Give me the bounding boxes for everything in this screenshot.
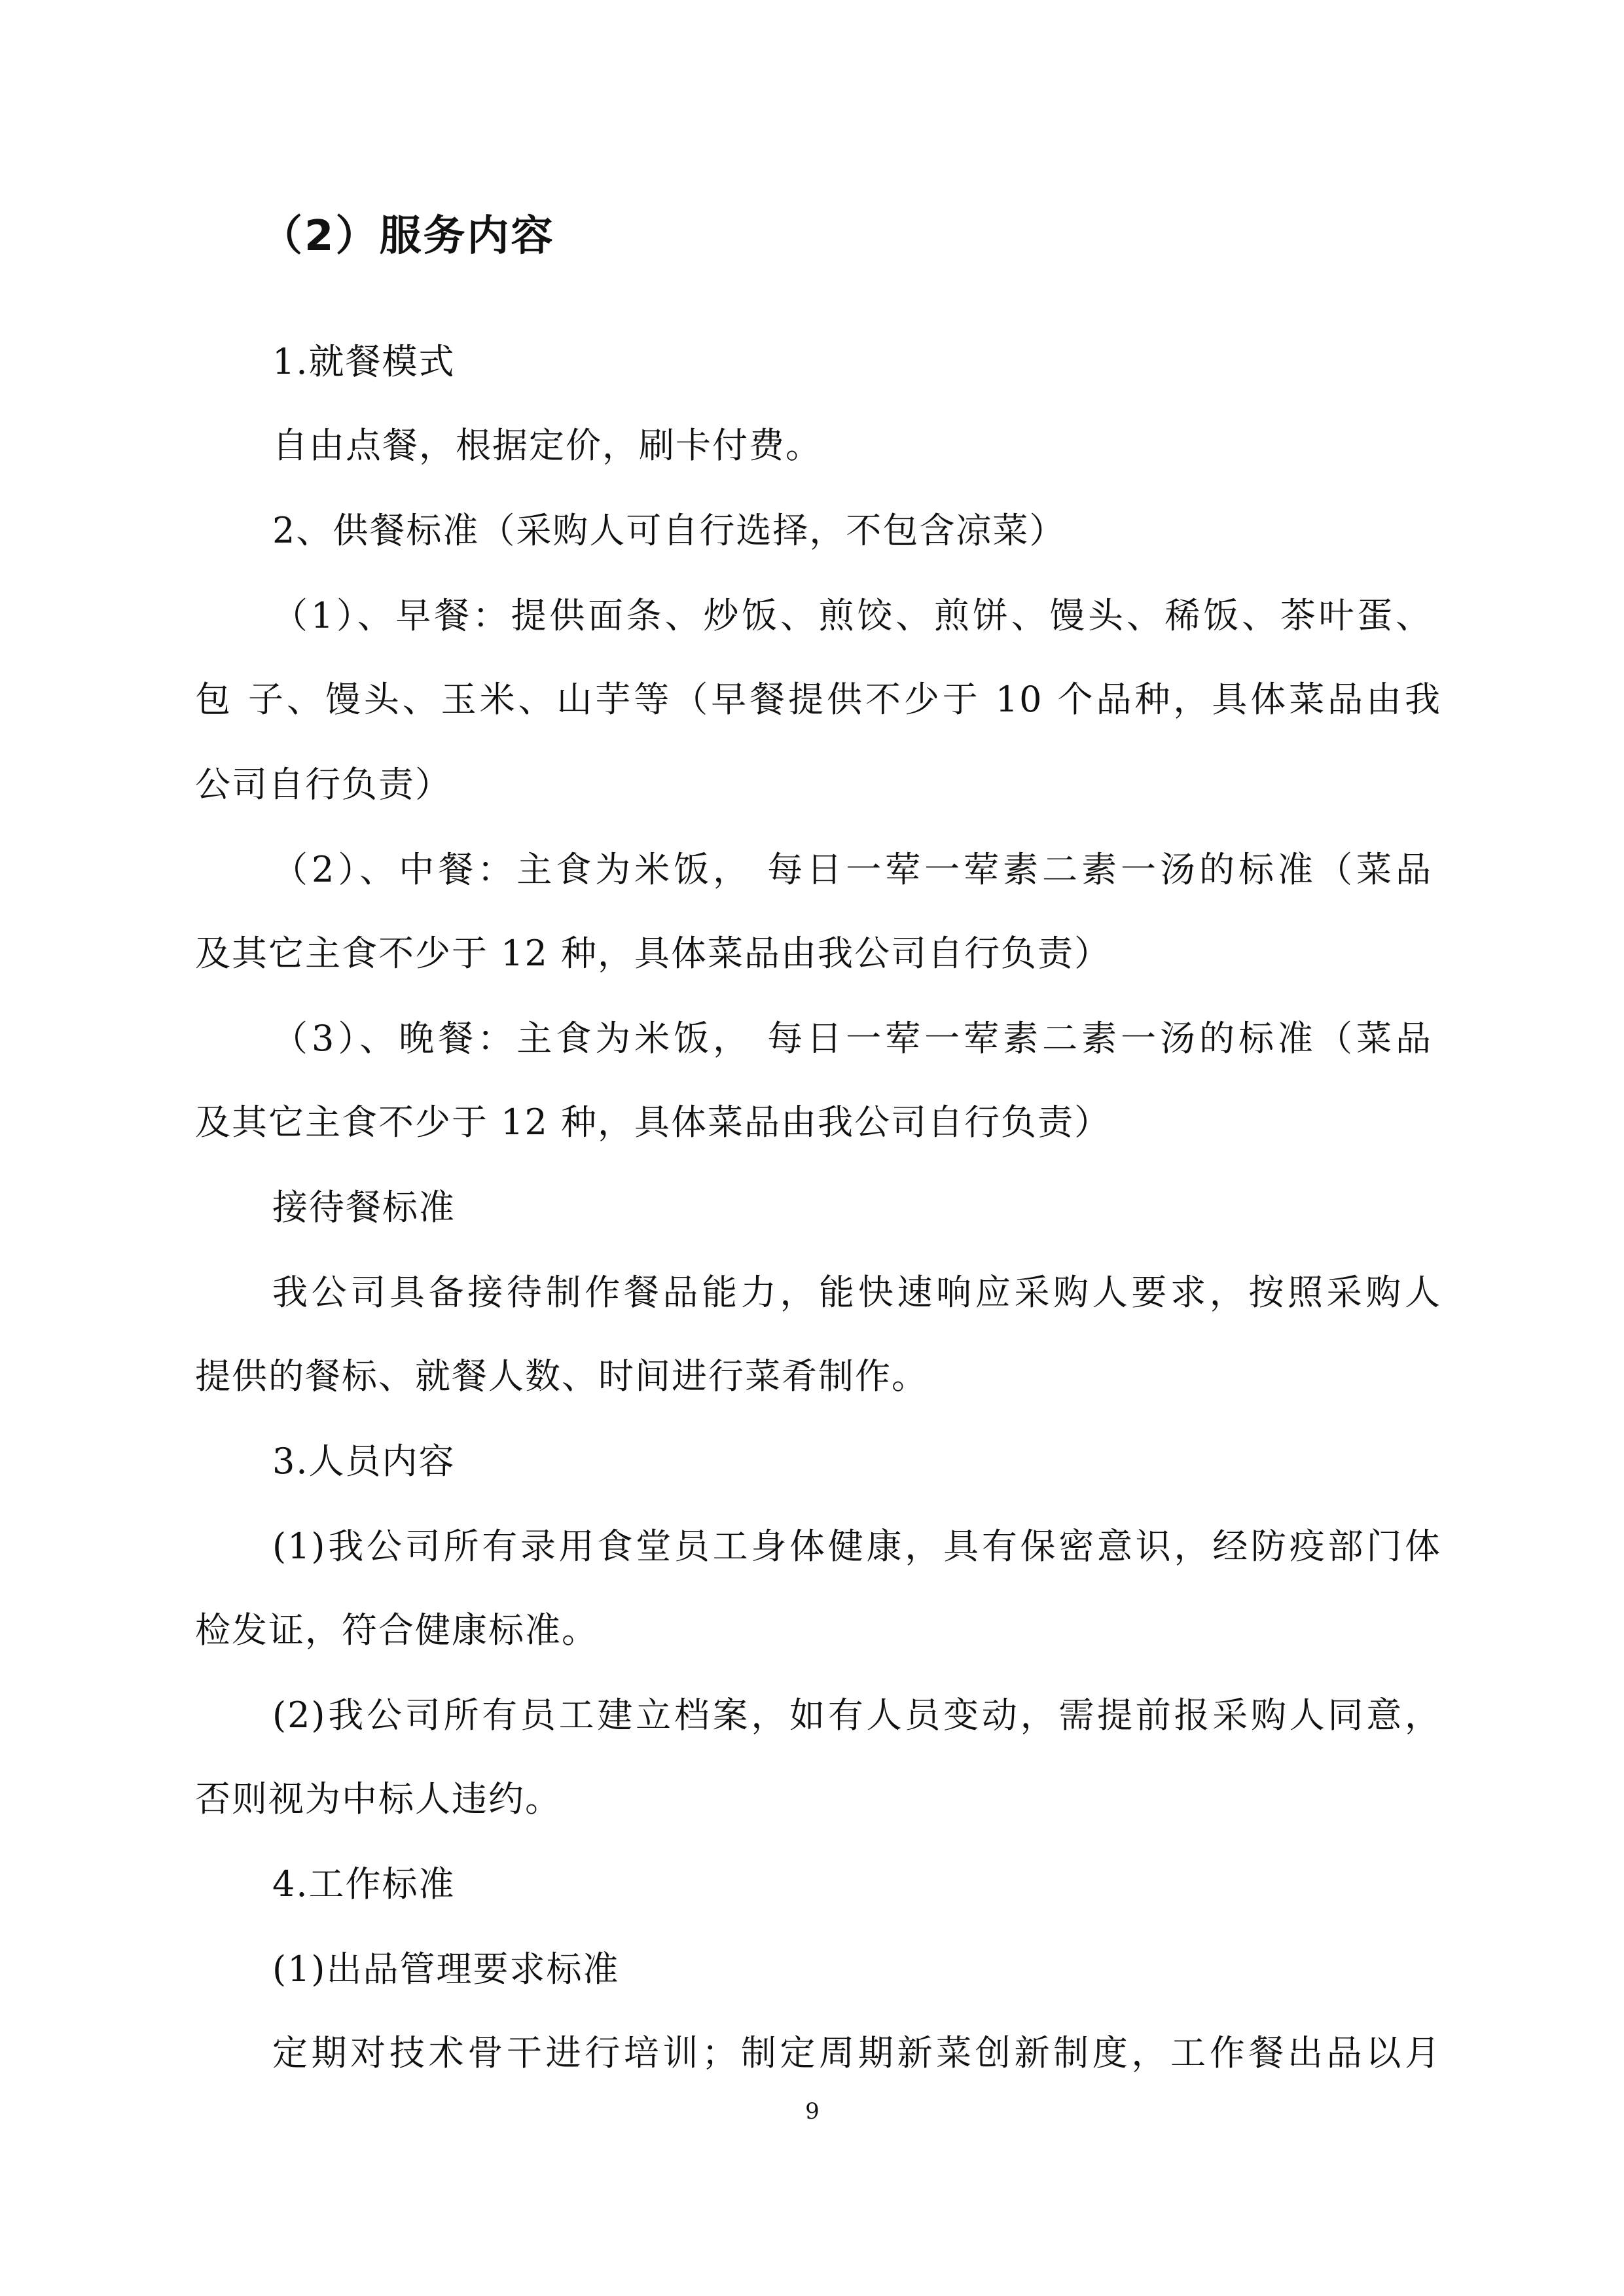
- paragraph-line-staff-records: (2)我公司所有员工建立档案，如有人员变动，需提前报采购人同意，: [272, 1695, 1441, 1736]
- paragraph-line-staff-title: 3.人员内容: [272, 1441, 456, 1482]
- page-number: 9: [805, 2098, 820, 2125]
- paragraph-line-breakfast: （1）、早餐：提供面条、炒饭、煎饺、煎饼、馒头、稀饭、茶叶蛋、: [272, 595, 1432, 636]
- paragraph-line-reception: 我公司具备接待制作餐品能力，能快速响应采购人要求，按照采购人: [272, 1272, 1441, 1313]
- paragraph-line-dinner-cont: 及其它主食不少于 12 种，具体菜品由我公司自行负责）: [195, 1102, 1111, 1143]
- paragraph-line-staff-health-cont: 检发证，符合健康标准。: [195, 1609, 598, 1651]
- paragraph-line-output-management-title: (1)出品管理要求标准: [272, 1948, 620, 1990]
- paragraph-line-staff-records-cont: 否则视为中标人违约。: [195, 1778, 562, 1820]
- paragraph-line-breakfast-end: 公司自行负责）: [195, 764, 452, 805]
- paragraph-line-work-standard-title: 4.工作标准: [272, 1863, 456, 1905]
- paragraph-line-lunch-cont: 及其它主食不少于 12 种，具体菜品由我公司自行负责）: [195, 933, 1111, 974]
- paragraph-line-dining-mode: 自由点餐，根据定价，刷卡付费。: [272, 425, 822, 466]
- paragraph-line-dinner: （3）、晚餐：主食为米饭， 每日一荤一荤素二素一汤的标准（菜品: [272, 1018, 1432, 1059]
- paragraph-line-breakfast-cont: 包 子、馒头、玉米、山芋等（早餐提供不少于 10 个品种，具体菜品由我: [195, 679, 1441, 720]
- paragraph-line-meal-standard-title: 2、供餐标准（采购人可自行选择，不包含凉菜）: [272, 510, 1066, 551]
- paragraph-line-staff-health: (1)我公司所有录用食堂员工身体健康，具有保密意识，经防疫部门体: [272, 1526, 1441, 1567]
- paragraph-line-reception-cont: 提供的餐标、就餐人数、时间进行菜肴制作。: [195, 1355, 928, 1397]
- paragraph-line-output-management: 定期对技术骨干进行培训；制定周期新菜创新制度，工作餐出品以月: [272, 2032, 1441, 2073]
- paragraph-line-reception-title: 接待餐标准: [272, 1187, 456, 1228]
- section-heading: （2）服务内容: [261, 212, 555, 260]
- paragraph-line-lunch: （2）、中餐：主食为米饭， 每日一荤一荤素二素一汤的标准（菜品: [272, 849, 1432, 890]
- paragraph-line-dining-mode-title: 1.就餐模式: [272, 341, 456, 382]
